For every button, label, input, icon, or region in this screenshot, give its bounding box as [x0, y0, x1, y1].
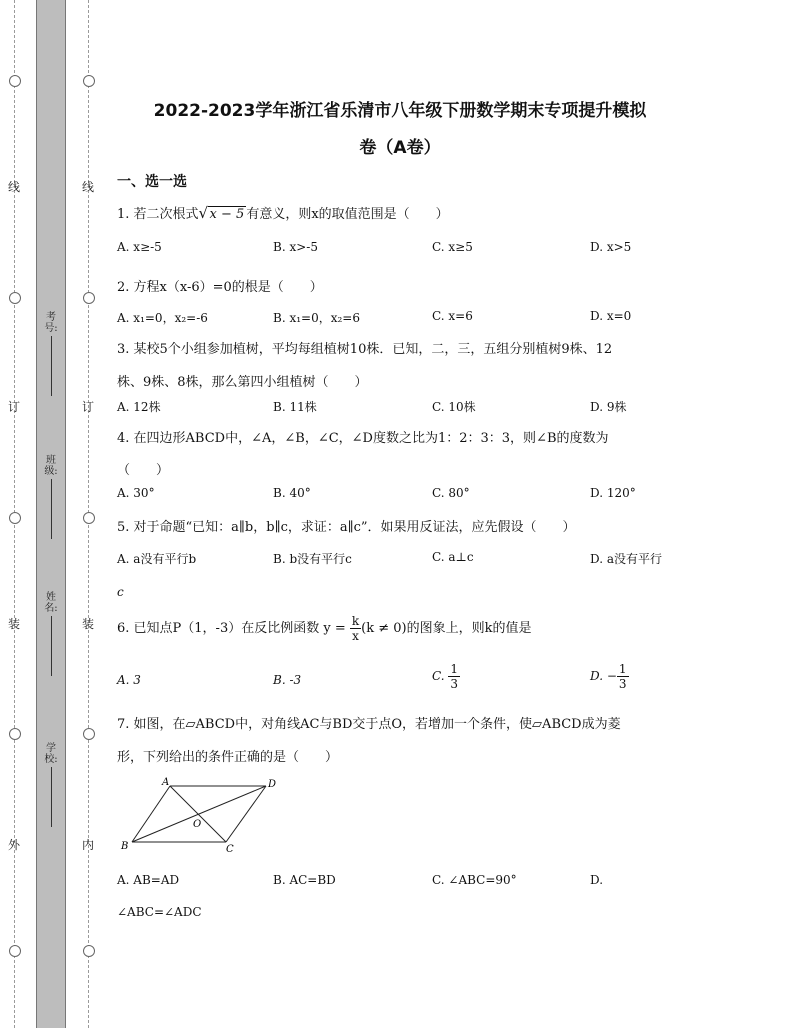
margin-char-ding: 订: [81, 400, 94, 414]
sqrt-expression: √ x − 5: [198, 204, 245, 222]
parallelogram-figure: [118, 775, 288, 855]
q6-suffix: 的图象上，则k的值是: [406, 621, 532, 636]
q6-c-num: 1: [450, 662, 459, 676]
label-d: D: [268, 779, 277, 790]
binding-hole: [9, 945, 21, 957]
section-heading: 一、选一选: [117, 174, 187, 190]
margin-char-zhuang: 装: [81, 617, 94, 631]
binding-hole: [9, 512, 21, 524]
q7-option-b[interactable]: B. AC=BD: [273, 873, 336, 887]
binding-hole: [9, 728, 21, 740]
q3-option-d[interactable]: D. 9株: [590, 400, 627, 414]
exam-number-field[interactable]: [44, 312, 58, 396]
q1-option-d[interactable]: D. x>5: [590, 240, 632, 254]
q7-option-a[interactable]: A. AB=AD: [117, 873, 180, 887]
q1-prefix: 1. 若二次根式: [117, 207, 199, 222]
binding-hole: [9, 292, 21, 304]
name-field[interactable]: [44, 592, 58, 676]
q2-option-a[interactable]: A. x₁=0，x₂=-6: [117, 311, 208, 325]
q4-option-b[interactable]: B. 40°: [273, 486, 311, 500]
question-5: 5. 对于命题“已知：a∥b，b∥c，求证：a∥c”．如果用反证法，应先假设（ ）: [117, 520, 576, 535]
q5-option-a[interactable]: A. a没有平行b: [117, 552, 197, 566]
q1-option-c[interactable]: C. x≥5: [432, 240, 473, 254]
q6-option-d-frac: [617, 662, 629, 691]
q7-option-c[interactable]: C. ∠ABC=90°: [432, 873, 517, 887]
page-title-line2: 卷（A卷）: [359, 138, 441, 158]
binding-hole: [83, 75, 95, 87]
label-a: A: [162, 777, 170, 788]
q1-suffix: 有意义，则x的取值范围是（ ）: [246, 207, 449, 222]
q2-option-b[interactable]: B. x₁=0，x₂=6: [273, 311, 360, 325]
label-o: O: [193, 819, 202, 830]
q6-func-cond: (k ≠ 0): [361, 621, 407, 636]
margin-char-nei: 内: [81, 838, 94, 852]
binding-hole: [9, 75, 21, 87]
margin-char-ding: 订: [7, 400, 20, 414]
q7-option-d[interactable]: D.: [590, 873, 604, 887]
q6-option-d-label: D.: [590, 669, 604, 683]
q6-c-den: 3: [450, 677, 459, 691]
q6-option-d-sign: −: [606, 669, 617, 683]
q4-option-c[interactable]: C. 80°: [432, 486, 470, 500]
margin-char-xian: 线: [81, 180, 94, 194]
question-7-cont: 形，下列给出的条件正确的是（ ）: [117, 750, 339, 765]
q7-option-d-cont: ∠ABC=∠ADC: [117, 905, 202, 919]
q6-option-c[interactable]: [432, 662, 460, 691]
q5-option-b[interactable]: B. b没有平行c: [273, 552, 352, 566]
label-c: C: [226, 844, 234, 855]
binding-hole: [83, 292, 95, 304]
question-2: 2. 方程x（x-6）=0的根是（ ）: [117, 280, 323, 295]
q6-option-a[interactable]: A. 3: [117, 673, 141, 687]
q6-func-den: x: [352, 629, 359, 643]
question-1: [117, 203, 449, 222]
q6-option-b[interactable]: B. -3: [273, 673, 302, 687]
q3-option-c[interactable]: C. 10株: [432, 400, 476, 414]
name-label: 姓名:: [44, 592, 58, 614]
q4-option-d[interactable]: D. 120°: [590, 486, 636, 500]
question-3-cont: 株、9株、8株，那么第四小组植树（ ）: [117, 375, 368, 390]
q6-option-d[interactable]: [590, 662, 629, 691]
q5-option-c[interactable]: C. a⊥c: [432, 550, 474, 564]
question-4-cont: （ ）: [117, 463, 170, 478]
question-4: 4. 在四边形ABCD中，∠A，∠B，∠C，∠D度数之比为1：2：3：3，则∠B的度数为: [117, 431, 609, 446]
q5-option-d-cont: c: [117, 585, 124, 599]
class-label: 班级:: [44, 455, 58, 477]
q5-option-d[interactable]: D. a没有平行: [590, 552, 662, 566]
q4-option-a[interactable]: A. 30°: [117, 486, 155, 500]
binding-hole: [83, 728, 95, 740]
page-title: 2022-2023学年浙江省乐清市八年级下册数学期末专项提升模拟: [153, 101, 647, 121]
q1-option-a[interactable]: A. x≥-5: [117, 240, 162, 254]
exam-number-label: 考号:: [44, 312, 58, 334]
binding-hole: [83, 512, 95, 524]
q6-prefix: 6. 已知点P（1，-3）在反比例函数: [117, 621, 320, 636]
q6-func-num: k: [351, 614, 360, 628]
margin-char-wai: 外: [7, 838, 20, 852]
q1-option-b[interactable]: B. x>-5: [273, 240, 318, 254]
question-3: 3. 某校5个小组参加植树，平均每组植树10株．已知，二，三，五组分别植树9株、12: [117, 342, 613, 357]
label-b: B: [121, 841, 129, 852]
binding-hole: [83, 945, 95, 957]
q6-func-lhs: y =: [323, 621, 346, 636]
margin-char-xian: 线: [7, 180, 20, 194]
q6-d-num: 1: [618, 662, 627, 676]
q2-option-d[interactable]: D. x=0: [590, 309, 632, 323]
q6-option-c-frac: [448, 662, 460, 691]
school-field[interactable]: [44, 743, 58, 827]
q3-option-a[interactable]: A. 12株: [117, 400, 161, 414]
school-label: 学校:: [44, 743, 58, 765]
q6-option-c-label: C.: [432, 669, 445, 683]
margin-char-zhuang: 装: [7, 617, 20, 631]
q6-d-den: 3: [618, 677, 627, 691]
q3-option-b[interactable]: B. 11株: [273, 400, 317, 414]
q2-option-c[interactable]: C. x=6: [432, 309, 473, 323]
question-6: [117, 612, 532, 646]
class-field[interactable]: [44, 455, 58, 539]
q1-radicand: x − 5: [209, 207, 245, 222]
q6-fraction: [350, 614, 361, 643]
question-7: 7. 如图，在▱ABCD中，对角线AC与BD交于点O，若增加一个条件，使▱ABCD成为菱: [117, 717, 621, 732]
